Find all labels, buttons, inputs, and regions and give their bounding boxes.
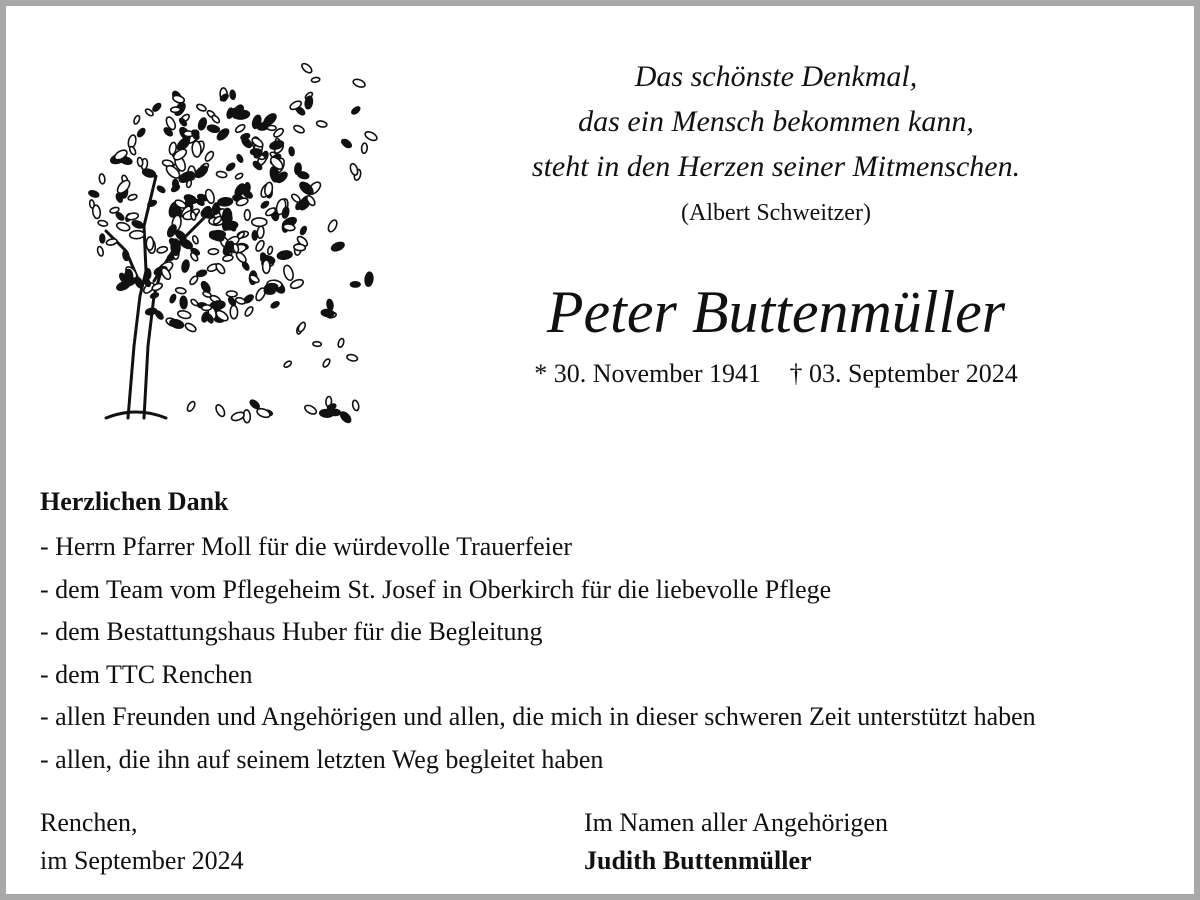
leaf xyxy=(277,250,293,260)
signer-name: Judith Buttenmüller xyxy=(584,846,812,875)
leaf xyxy=(361,143,367,154)
leaf xyxy=(97,246,105,257)
tree-canopy xyxy=(88,88,323,334)
leaf xyxy=(225,162,236,172)
quote-line: das ein Mensch bekommen kann, xyxy=(578,105,974,138)
leaf xyxy=(340,138,352,149)
thanks-item: - dem Bestattungshaus Huber für die Begleitung xyxy=(40,617,543,646)
leaf xyxy=(136,127,146,138)
leaf xyxy=(180,296,187,309)
leaf xyxy=(252,218,267,226)
leaf xyxy=(264,288,275,295)
leaf xyxy=(330,241,345,253)
leaf xyxy=(171,239,180,255)
leaf xyxy=(130,230,145,239)
leaf xyxy=(267,125,276,130)
leaf xyxy=(251,149,262,155)
leaf xyxy=(193,164,209,179)
death-date: † 03. September 2024 xyxy=(789,359,1018,388)
thanks-item: - allen Freunden und Angehörigen und allen, die mich in dieser schweren Zeit unterstützt haben xyxy=(40,702,1036,731)
leaf xyxy=(293,244,305,252)
leaf xyxy=(99,174,106,185)
leaf xyxy=(254,239,265,252)
leaf xyxy=(169,294,177,304)
leaf xyxy=(196,103,207,112)
leaf xyxy=(351,282,361,287)
leaf xyxy=(127,193,137,201)
leaf xyxy=(316,120,327,128)
deceased-name: Peter Buttenmüller xyxy=(546,279,1006,345)
leaf xyxy=(339,410,353,424)
leaf xyxy=(207,124,220,133)
leaf xyxy=(346,354,358,362)
leaf xyxy=(249,399,261,410)
leaf xyxy=(230,305,238,319)
life-dates xyxy=(426,356,1126,392)
leaf xyxy=(352,400,360,411)
leaf xyxy=(218,197,233,206)
birth-date: * 30. November 1941 xyxy=(534,359,762,388)
leaf xyxy=(230,90,236,99)
leaf xyxy=(294,163,301,175)
leaf xyxy=(244,210,250,221)
leaf xyxy=(156,246,167,254)
leaf xyxy=(178,170,196,185)
leaf xyxy=(235,297,246,306)
leaf xyxy=(293,124,306,134)
leaf xyxy=(89,200,94,209)
leaf xyxy=(145,269,151,279)
thanks-section xyxy=(40,482,1180,781)
leaf xyxy=(204,188,216,204)
leaf xyxy=(192,141,202,158)
leaf xyxy=(152,102,162,112)
place-and-date xyxy=(40,804,244,880)
leaf xyxy=(128,146,136,156)
leaf xyxy=(267,246,273,255)
date: im September 2024 xyxy=(40,846,244,875)
leaf xyxy=(175,287,186,294)
thanks-item: - dem TTC Renchen xyxy=(40,659,253,689)
leaf xyxy=(116,221,131,232)
leaf xyxy=(337,338,345,348)
leaf xyxy=(133,115,141,125)
leaf xyxy=(311,77,320,83)
leaf xyxy=(364,272,373,287)
leaf xyxy=(235,172,244,180)
quote-line: Das schönste Denkmal, xyxy=(634,60,918,93)
leaf xyxy=(313,341,322,346)
leaf xyxy=(352,78,366,89)
leaf xyxy=(298,180,315,196)
leaf xyxy=(184,322,197,333)
leaf xyxy=(300,62,313,75)
leaf xyxy=(289,147,295,156)
thanks-item: - allen, die ihn auf seinem letzten Weg begleitet haben xyxy=(40,744,604,774)
leaf xyxy=(115,178,132,195)
thanks-item: - Herrn Pfarrer Moll für die würdevolle Trauerfeier xyxy=(40,532,573,561)
leaf xyxy=(177,310,191,320)
leaf xyxy=(211,114,221,124)
leaf xyxy=(260,200,269,209)
tree-with-falling-leaves-icon xyxy=(66,46,386,436)
leaf xyxy=(133,276,144,289)
leaf xyxy=(197,117,207,131)
leaf xyxy=(156,185,165,194)
leaf xyxy=(98,220,109,227)
leaf xyxy=(327,219,339,233)
leaf xyxy=(131,219,144,229)
leaf xyxy=(214,262,226,275)
leaf xyxy=(303,404,317,416)
leaf xyxy=(88,190,99,199)
leaf xyxy=(137,157,144,167)
leaf xyxy=(321,309,334,317)
leaf xyxy=(349,163,359,176)
quote-line: steht in den Herzen seiner Mitmenschen. xyxy=(531,150,1021,183)
leaf xyxy=(204,150,215,162)
leaf xyxy=(263,260,270,273)
leaf xyxy=(234,123,246,134)
leaf xyxy=(252,231,257,240)
leaf xyxy=(244,306,255,318)
leaf xyxy=(297,321,307,333)
thanks-heading: Herzlichen Dank xyxy=(40,487,229,516)
leaf xyxy=(326,299,333,310)
leaf xyxy=(222,254,233,262)
leaf xyxy=(202,305,212,311)
leaf xyxy=(214,403,226,417)
leaf xyxy=(181,259,190,272)
leaf xyxy=(212,203,220,215)
leaf xyxy=(351,106,361,116)
leaf xyxy=(270,300,280,309)
leaf xyxy=(171,107,181,113)
leaf xyxy=(100,234,105,243)
leaf xyxy=(122,250,129,261)
leaf xyxy=(226,291,237,297)
leaf xyxy=(216,171,227,179)
leaf xyxy=(150,292,159,299)
signature-block xyxy=(584,804,888,880)
quote-block xyxy=(426,54,1126,231)
leaf xyxy=(146,237,153,250)
leaf xyxy=(299,226,307,236)
leaf xyxy=(196,269,207,277)
leaf xyxy=(192,235,200,245)
leaf xyxy=(230,411,245,422)
leaf xyxy=(172,94,185,104)
place: Renchen, xyxy=(40,808,138,837)
leaf xyxy=(208,249,218,255)
leaf xyxy=(236,154,244,163)
leaf xyxy=(364,130,379,142)
quote-author: (Albert Schweitzer) xyxy=(681,200,871,226)
thanks-item: - dem Team vom Pflegeheim St. Josef in Oberkirch für die liebevolle Pflege xyxy=(40,574,832,604)
signer-intro: Im Namen aller Angehörigen xyxy=(584,808,888,837)
leaf xyxy=(202,291,212,298)
leaf xyxy=(282,264,295,281)
leaf xyxy=(186,400,196,412)
leaf xyxy=(142,168,156,179)
leaf xyxy=(169,318,185,330)
leaf xyxy=(322,358,331,368)
leaf xyxy=(283,360,292,368)
leaf xyxy=(106,238,118,246)
